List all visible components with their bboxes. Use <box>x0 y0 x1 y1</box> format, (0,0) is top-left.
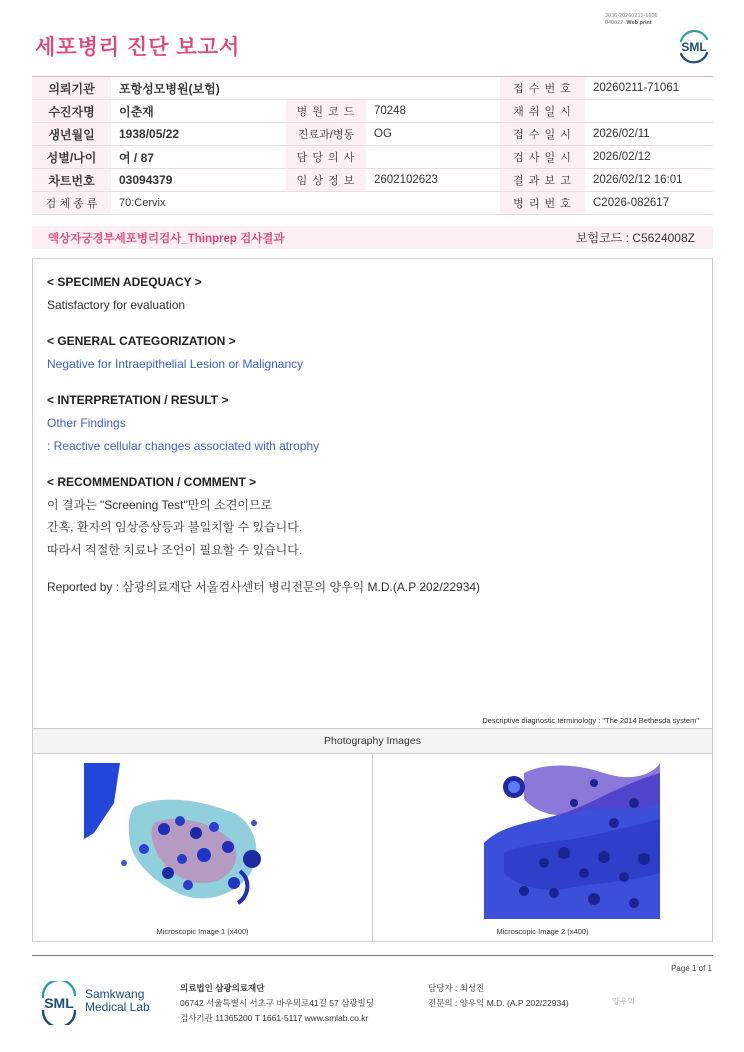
value: OG <box>374 128 392 140</box>
microscopic-image-1 <box>84 763 268 915</box>
logo-text: SML <box>681 40 707 54</box>
label: 차트번호 <box>32 169 111 191</box>
value: 1938/05/22 <box>119 127 180 141</box>
page-number: Page 1 of 1 <box>671 964 712 973</box>
print-code: 3036-20260212-1606 040822 Web print <box>605 13 658 26</box>
value: C2026-082617 <box>593 197 670 209</box>
info-row <box>32 100 713 123</box>
recommendation-line: 간혹, 환자의 임상증상등과 불일치할 수 있습니다. <box>47 520 303 535</box>
reported-by: Reported by : 삼광의료재단 서울검사센터 병리전문의 양우익 M.D.(A.P 202/22934) <box>47 579 481 594</box>
adequacy-text: Satisfactory for evaluation <box>47 297 186 312</box>
sml-logo-bottom-icon <box>37 981 81 1025</box>
info-row <box>32 146 713 169</box>
value <box>366 77 500 99</box>
value <box>366 146 500 168</box>
recommendation-heading: < RECOMMENDATION / COMMENT > <box>47 475 257 490</box>
report-title: 세포병리 진단 보고서 <box>35 36 241 59</box>
value: 2026/02/11 <box>593 128 650 140</box>
value: 70:Cervix <box>119 197 166 209</box>
photo-heading: Photography Images <box>33 728 712 754</box>
label <box>286 192 366 214</box>
label: 병 원 코 드 <box>286 100 366 122</box>
label: 검 체 종 류 <box>32 192 111 214</box>
label: 성별/나이 <box>32 146 111 168</box>
value: 2026/02/12 16:01 <box>593 174 683 186</box>
interpretation-heading: < INTERPRETATION / RESULT > <box>47 393 229 408</box>
logo-text: SML <box>44 995 74 1011</box>
result-body <box>47 271 697 598</box>
label: 채 취 일 시 <box>500 100 585 122</box>
photo-caption: Microscopic Image 1 (x400) <box>156 927 249 936</box>
label: 접 수 번 호 <box>500 77 585 99</box>
patient-info-table <box>32 76 713 215</box>
value: 70248 <box>374 105 406 117</box>
terminology-note: Descriptive diagnostic terminology : "The 2014 Bethesda system" <box>482 716 699 725</box>
label: 검 사 일 시 <box>500 146 585 168</box>
value: 03094379 <box>119 173 173 187</box>
value <box>585 100 713 122</box>
info-row <box>32 192 713 215</box>
adequacy-heading: < SPECIMEN ADEQUACY > <box>47 275 202 289</box>
label: 수진자명 <box>32 100 111 122</box>
info-row <box>32 169 713 192</box>
category-heading: < GENERAL CATEGORIZATION > <box>47 334 236 349</box>
signature: 양우익 <box>612 997 636 1006</box>
label: 생년월일 <box>32 123 111 145</box>
footer-divider <box>32 955 713 956</box>
photo-cell <box>373 754 712 942</box>
interpretation-line: : Reactive cellular changes associated with atrophy <box>47 438 320 453</box>
value: 2026/02/12 <box>593 151 651 163</box>
recommendation-line: 이 결과는 "Screening Test"만의 소견이므로 <box>47 497 273 512</box>
category-text: Negative for Intraepithelial Lesion or Malignancy <box>47 356 304 371</box>
recommendation-line: 따라서 적절한 치료나 조언이 필요할 수 있습니다. <box>47 542 303 557</box>
label: 결 과 보 고 <box>500 169 585 191</box>
value: 20260211-71061 <box>593 82 680 94</box>
lab-name: Samkwang Medical Lab <box>85 987 150 1014</box>
info-row <box>32 77 713 100</box>
label <box>286 77 366 99</box>
interpretation-line: Other Findings <box>47 415 126 430</box>
exam-bar <box>32 226 713 249</box>
photo-cell <box>33 754 373 942</box>
staff-info: 담당자 : 최성진 전문의 : 양우익 M.D. (A.P 202/22934) <box>428 983 569 1008</box>
organization-info: 의료법인 삼광의료재단 06742 서울특별시 서초구 바우뫼로41길 57 삼광빌딩 검사기관 11365200 T 1661-5117 www.smlab.co.kr <box>180 983 374 1023</box>
label: 진료과/병동 <box>286 123 366 145</box>
label: 병 리 번 호 <box>500 192 585 214</box>
label: 접 수 일 시 <box>500 123 585 145</box>
info-row <box>32 123 713 146</box>
value: 2602102623 <box>374 174 438 186</box>
value <box>366 192 500 214</box>
label: 담 당 의 사 <box>286 146 366 168</box>
exam-title: 액상자궁경부세포병리검사_Thinprep 검사결과 <box>48 232 285 245</box>
value: 여 / 87 <box>119 150 154 165</box>
result-box <box>32 258 713 942</box>
value: 이춘재 <box>119 104 154 119</box>
insurance-code: 보험코드 : C5624008Z <box>575 231 695 245</box>
label: 의뢰기관 <box>32 77 111 99</box>
microscopic-image-2 <box>484 763 660 919</box>
label: 임 상 정 보 <box>286 169 366 191</box>
photo-caption: Microscopic Image 2 (x400) <box>496 927 589 936</box>
sml-logo-icon <box>675 27 713 65</box>
value: 포항성모병원(보험) <box>119 81 220 96</box>
